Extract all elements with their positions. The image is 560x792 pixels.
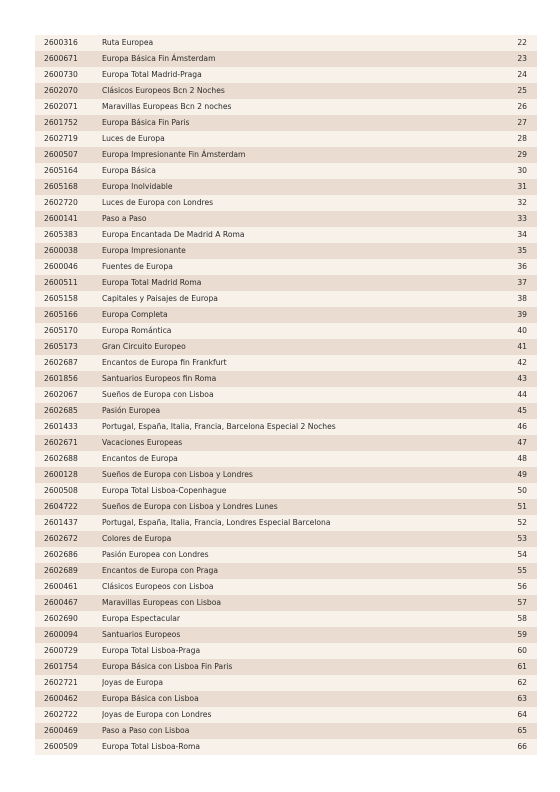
- tour-name: Encantos de Europa con Praga: [102, 563, 482, 579]
- page-number: 47: [482, 435, 537, 451]
- tour-code: 2605166: [35, 307, 102, 323]
- tour-code: 2602067: [35, 387, 102, 403]
- tour-name: Joyas de Europa con Londres: [102, 707, 482, 723]
- tour-name: Europa Básica con Lisboa: [102, 691, 482, 707]
- tour-name: Europa Básica con Lisboa Fin Paris: [102, 659, 482, 675]
- tour-name: Encantos de Europa fin Frankfurt: [102, 355, 482, 371]
- tour-code: 2605158: [35, 291, 102, 307]
- tour-code: 2602686: [35, 547, 102, 563]
- table-row: [35, 323, 537, 339]
- table-row: [35, 579, 537, 595]
- page-number: 22: [482, 35, 537, 51]
- table-row: [35, 83, 537, 99]
- tour-name: Clásicos Europeos con Lisboa: [102, 579, 482, 595]
- tour-code: 2600316: [35, 35, 102, 51]
- table-row: [35, 227, 537, 243]
- page-number: 49: [482, 467, 537, 483]
- page-number: 48: [482, 451, 537, 467]
- table-row: [35, 387, 537, 403]
- tour-code: 2602071: [35, 99, 102, 115]
- page-number: 63: [482, 691, 537, 707]
- tour-name: Luces de Europa: [102, 131, 482, 147]
- tour-code: 2605383: [35, 227, 102, 243]
- table-row: [35, 115, 537, 131]
- table-row: [35, 99, 537, 115]
- table-row: [35, 483, 537, 499]
- tour-name: Gran Circuito Europeo: [102, 339, 482, 355]
- page-number: 65: [482, 723, 537, 739]
- tour-name: Pasión Europea con Londres: [102, 547, 482, 563]
- tour-code: 2600461: [35, 579, 102, 595]
- tour-code: 2602671: [35, 435, 102, 451]
- tour-name: Portugal, España, Italia, Francia, Londres Especial Barcelona: [102, 515, 482, 531]
- tour-name: Portugal, España, Italia, Francia, Barcelona Especial 2 Noches: [102, 419, 482, 435]
- page-number: 40: [482, 323, 537, 339]
- table-row: [35, 243, 537, 259]
- page-number: 29: [482, 147, 537, 163]
- tour-code: 2601437: [35, 515, 102, 531]
- tour-name: Europa Total Madrid-Praga: [102, 67, 482, 83]
- tour-name: Europa Básica Fin Paris: [102, 115, 482, 131]
- page-number: 33: [482, 211, 537, 227]
- tour-index-table: [35, 35, 537, 755]
- page-number: 52: [482, 515, 537, 531]
- tour-code: 2602719: [35, 131, 102, 147]
- table-row: [35, 67, 537, 83]
- tour-name: Sueños de Europa con Lisboa y Londres Lunes: [102, 499, 482, 515]
- tour-name: Joyas de Europa: [102, 675, 482, 691]
- tour-code: 2601433: [35, 419, 102, 435]
- tour-code: 2605170: [35, 323, 102, 339]
- page-number: 61: [482, 659, 537, 675]
- tour-name: Europa Total Lisboa-Copenhague: [102, 483, 482, 499]
- page-number: 59: [482, 627, 537, 643]
- page-number: 56: [482, 579, 537, 595]
- table-row: [35, 723, 537, 739]
- tour-code: 2602688: [35, 451, 102, 467]
- tour-code: 2602685: [35, 403, 102, 419]
- table-row: [35, 35, 537, 51]
- tour-code: 2600462: [35, 691, 102, 707]
- page-number: 30: [482, 163, 537, 179]
- page-number: 62: [482, 675, 537, 691]
- page-number: 45: [482, 403, 537, 419]
- tour-code: 2602721: [35, 675, 102, 691]
- tour-name: Europa Inolvidable: [102, 179, 482, 195]
- page-number: 39: [482, 307, 537, 323]
- page-number: 38: [482, 291, 537, 307]
- table-row: [35, 531, 537, 547]
- table-row: [35, 675, 537, 691]
- tour-code: 2601754: [35, 659, 102, 675]
- table-row: [35, 355, 537, 371]
- page-number: 53: [482, 531, 537, 547]
- table-row: [35, 435, 537, 451]
- table-row: [35, 659, 537, 675]
- table-row: [35, 163, 537, 179]
- table-row: [35, 451, 537, 467]
- tour-code: 2602720: [35, 195, 102, 211]
- tour-code: 2602687: [35, 355, 102, 371]
- tour-name: Europa Impresionante Fin Ámsterdam: [102, 147, 482, 163]
- page-number: 46: [482, 419, 537, 435]
- tour-code: 2600507: [35, 147, 102, 163]
- page-number: 25: [482, 83, 537, 99]
- tour-code: 2602690: [35, 611, 102, 627]
- tour-name: Europa Total Madrid Roma: [102, 275, 482, 291]
- tour-name: Paso a Paso con Lisboa: [102, 723, 482, 739]
- tour-code: 2600511: [35, 275, 102, 291]
- table-row: [35, 643, 537, 659]
- tour-code: 2602722: [35, 707, 102, 723]
- tour-code: 2600671: [35, 51, 102, 67]
- table-row: [35, 211, 537, 227]
- tour-code: 2602672: [35, 531, 102, 547]
- tour-code: 2600467: [35, 595, 102, 611]
- page-number: 60: [482, 643, 537, 659]
- tour-code: 2602689: [35, 563, 102, 579]
- tour-name: Colores de Europa: [102, 531, 482, 547]
- table-row: [35, 627, 537, 643]
- table-row: [35, 611, 537, 627]
- tour-name: Europa Romántica: [102, 323, 482, 339]
- tour-name: Encantos de Europa: [102, 451, 482, 467]
- table-row: [35, 563, 537, 579]
- tour-name: Maravillas Europeas Bcn 2 noches: [102, 99, 482, 115]
- page-number: 55: [482, 563, 537, 579]
- page-number: 41: [482, 339, 537, 355]
- tour-name: Capitales y Paisajes de Europa: [102, 291, 482, 307]
- page-number: 43: [482, 371, 537, 387]
- table-row: [35, 259, 537, 275]
- table-row: [35, 147, 537, 163]
- table-row: [35, 547, 537, 563]
- table-row: [35, 691, 537, 707]
- table-row: [35, 131, 537, 147]
- page-number: 66: [482, 739, 537, 755]
- tour-code: 2600509: [35, 739, 102, 755]
- tour-name: Fuentes de Europa: [102, 259, 482, 275]
- tour-code: 2605164: [35, 163, 102, 179]
- table-row: [35, 51, 537, 67]
- tour-code: 2605173: [35, 339, 102, 355]
- page-number: 36: [482, 259, 537, 275]
- page-number: 42: [482, 355, 537, 371]
- page-number: 37: [482, 275, 537, 291]
- page-number: 51: [482, 499, 537, 515]
- page-number: 31: [482, 179, 537, 195]
- tour-name: Europa Básica Fin Ámsterdam: [102, 51, 482, 67]
- tour-name: Sueños de Europa con Lisboa y Londres: [102, 467, 482, 483]
- tour-code: 2600729: [35, 643, 102, 659]
- tour-name: Pasión Europea: [102, 403, 482, 419]
- page-number: 23: [482, 51, 537, 67]
- table-row: [35, 707, 537, 723]
- tour-name: Santuarios Europeos: [102, 627, 482, 643]
- tour-name: Europa Espectacular: [102, 611, 482, 627]
- tour-index-rows: [35, 35, 537, 755]
- tour-code: 2602070: [35, 83, 102, 99]
- table-row: [35, 403, 537, 419]
- tour-code: 2600046: [35, 259, 102, 275]
- tour-name: Europa Encantada De Madrid A Roma: [102, 227, 482, 243]
- tour-code: 2605168: [35, 179, 102, 195]
- page-number: 24: [482, 67, 537, 83]
- table-row: [35, 595, 537, 611]
- table-row: [35, 307, 537, 323]
- page-number: 35: [482, 243, 537, 259]
- tour-code: 2600128: [35, 467, 102, 483]
- tour-code: 2600730: [35, 67, 102, 83]
- tour-name: Ruta Europea: [102, 35, 482, 51]
- table-row: [35, 515, 537, 531]
- page-number: 58: [482, 611, 537, 627]
- table-row: [35, 195, 537, 211]
- tour-code: 2600469: [35, 723, 102, 739]
- table-row: [35, 291, 537, 307]
- tour-name: Europa Impresionante: [102, 243, 482, 259]
- tour-name: Clásicos Europeos Bcn 2 Noches: [102, 83, 482, 99]
- page-number: 50: [482, 483, 537, 499]
- tour-name: Santuarios Europeos fin Roma: [102, 371, 482, 387]
- tour-name: Paso a Paso: [102, 211, 482, 227]
- page-number: 54: [482, 547, 537, 563]
- page-number: 34: [482, 227, 537, 243]
- page-number: 57: [482, 595, 537, 611]
- tour-name: Vacaciones Europeas: [102, 435, 482, 451]
- table-row: [35, 739, 537, 755]
- table-row: [35, 275, 537, 291]
- table-row: [35, 371, 537, 387]
- table-row: [35, 499, 537, 515]
- tour-code: 2600508: [35, 483, 102, 499]
- table-row: [35, 339, 537, 355]
- tour-name: Europa Completa: [102, 307, 482, 323]
- tour-name: Europa Total Lisboa-Praga: [102, 643, 482, 659]
- page-number: 32: [482, 195, 537, 211]
- page-number: 44: [482, 387, 537, 403]
- page-number: 28: [482, 131, 537, 147]
- tour-code: 2601856: [35, 371, 102, 387]
- tour-code: 2600094: [35, 627, 102, 643]
- tour-name: Europa Total Lisboa-Roma: [102, 739, 482, 755]
- page-number: 64: [482, 707, 537, 723]
- tour-name: Sueños de Europa con Lisboa: [102, 387, 482, 403]
- tour-code: 2600038: [35, 243, 102, 259]
- tour-name: Luces de Europa con Londres: [102, 195, 482, 211]
- tour-name: Maravillas Europeas con Lisboa: [102, 595, 482, 611]
- table-row: [35, 419, 537, 435]
- tour-code: 2600141: [35, 211, 102, 227]
- tour-code: 2604722: [35, 499, 102, 515]
- table-row: [35, 467, 537, 483]
- page-number: 27: [482, 115, 537, 131]
- tour-name: Europa Básica: [102, 163, 482, 179]
- page-number: 26: [482, 99, 537, 115]
- table-row: [35, 179, 537, 195]
- tour-code: 2601752: [35, 115, 102, 131]
